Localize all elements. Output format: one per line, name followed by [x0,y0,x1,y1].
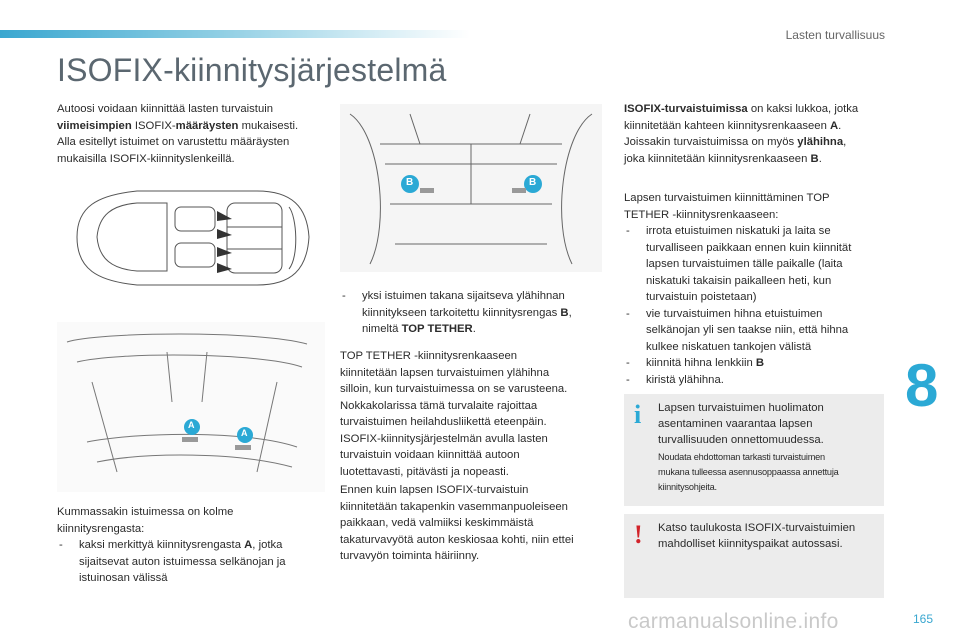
info-icon: i [634,400,642,429]
isofix-seats-text: ISOFIX-turvaistuimissa on kaksi lukkoa, jotka kiinnitetään kahteen kiinnitysrenkaaseen A. Joissakin turvaistuimissa on myös ylähihna, joka kiinnitetään kiinnitysrenkaaseen B. [624,103,859,165]
top-tether-steps: Lapsen turvaistuimen kiinnittäminen TOP TETHER -kiinnitysrenkaaseen: - irrota etuistuimen niskatuki ja laita se turvalliseen paikkaan ennen kuin kiinnität lapsen turvaistuimen tälle paikalle (laita niskatuki takaisin paikalleen heti, kun turvaistuin poistetaan) - vie turvaistuimen hihna etuistuimen selkänojan yli sen taakse niin, että hihna kulkee niskatuen tankojen välistä - kiinnitä hihna lenkkiin B - kiristä ylähihna. [624,190,894,388]
anchor-rings-text: Kummassakin istuimessa on kolme kiinnitysrengasta: - kaksi merkittyä kiinnitysrengasta A, jotka sijaitsevat auton istuimessa selkänojan ja istuinosan välissä [57,504,327,587]
header-accent-bar [0,30,470,38]
anchor-label-b-2: B [529,177,537,188]
rear-seat-anchors-figure [57,322,325,492]
info-note: i Lapsen turvaistuimen huolimaton asentaminen vaarantaa lapsen turvallisuuden onnettomuudessa. Noudata ehdottoman tarkasti turvaistuimen mukana tulleessa asennusoppaassa annettuja kiinnitysohjeita. [624,394,884,506]
warning-icon: ! [634,520,643,549]
left-seat-paragraph: Ennen kuin lapsen ISOFIX-turvaistuin kiinnitetään takapenkin vasemmanpuoleiseen paikkaan, vedä valmiiksi keskimmäistä takaturvavyötä auton keskiosaa kohti, niin ettei turvavyön toiminta häiriinny. [340,484,574,562]
page-number: 165 [913,612,934,626]
anchor-label-a-1: A [188,420,195,430]
list-item: - kaksi merkittyä kiinnitysrengasta A, jotka sijaitsevat auton istuimessa selkänojan ja istuinosan välissä [59,539,286,584]
chapter-number: 8 [905,352,939,419]
top-tether-paragraph: TOP TETHER -kiinnitysrenkaaseen kiinnitetään lapsen turvaistuimen ylähihna silloin, kun turvaistuimessa on se varusteena. Nokkakolarissa tämä turvalaite rajoittaa turvaistuimen heilahdusliikettä eteenpäin. ISOFIX-kiinnitysjärjestelmän avulla lasten turvaistuin voidaan kiinnittää autoon luotettavasti, pitävästi ja nopeasti. [340,350,568,478]
section-title: Lasten turvallisuus [785,28,885,42]
intro-text: Autoosi voidaan kiinnittää lasten turvaistuin viimeisimpien ISOFIX-määräysten mukaisesti. Alla esitellyt istuimet on varustettu määräysten mukaisilla ISOFIX-kiinnityslenkeillä. [57,103,299,165]
anchor-label-b-1: B [406,177,414,188]
car-top-view-figure [57,177,325,302]
list-item: - kiristä ylähihna. [626,373,724,386]
page-title: ISOFIX-kiinnitysjärjestelmä [57,52,447,88]
list-item: - irrota etuistuimen niskatuki ja laita se turvalliseen paikkaan ennen kuin kiinnität lapsen turvaistuimen tälle paikalle (laita niskatuki takaisin paikalleen heti, kun turvaistuin poistetaan) [626,225,852,303]
top-tether-item [340,288,605,338]
list-item: - yksi istuimen takana sijaitseva ylähihnan kiinnitykseen tarkoitettu kiinnitysrengas B, nimeltä TOP TETHER. [342,290,572,335]
list-item: - vie turvaistuimen hihna etuistuimen selkänojan yli sen taakse niin, että hihna kulkee niskatuen tankojen välistä [626,307,849,353]
anchor-label-a-2: A [241,428,248,438]
trunk-top-tether-figure [340,104,602,272]
warning-note: ! Katso taulukosta ISOFIX-turvaistuimien mahdolliset kiinnityspaikat autossasi. [624,514,884,598]
list-item: - kiinnitä hihna lenkkiin B [626,357,765,369]
watermark: carmanualsonline.info [628,610,839,633]
